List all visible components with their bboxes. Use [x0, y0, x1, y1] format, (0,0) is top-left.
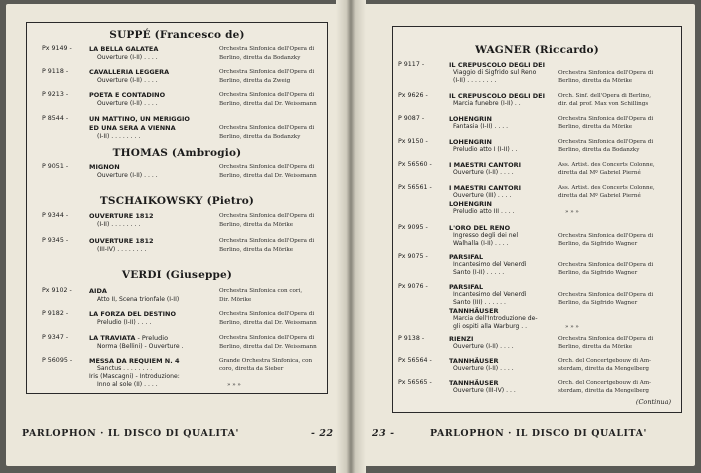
performer-line: Orch. del Concertgebouw di Am- [558, 358, 652, 364]
performer-line: Berlino, diretta da Mörike [558, 344, 633, 350]
work-title-extra: - Preludio [135, 334, 169, 342]
catalog-number: P 56095 - [42, 357, 73, 364]
work-title: LA FORZA DEL DESTINO [89, 310, 176, 318]
performer-line: Berlino, da Sigfrido Wagner [558, 241, 638, 247]
catalog-number: P 8544 - [42, 115, 69, 122]
work-title: LOHENGRIN [449, 200, 492, 208]
work-detail: Incantesimo del Venerdì [453, 291, 527, 298]
performer-line: Berlino, diretta dal Dr. Weissmann [219, 101, 317, 107]
work-detail: Ouverture (I-II) . . . . [97, 77, 158, 84]
performer-line: sterdam, diretta da Mengelberg [558, 388, 650, 394]
work-detail: Walhalla (I-II) . . . . [453, 240, 509, 247]
page-number: 23 - [372, 428, 395, 439]
performer-line: dir. dal prof. Max von Schillings [558, 101, 649, 107]
work-detail: Preludio atto I (I-II) . . [453, 146, 518, 153]
catalog-number: P 9347 - [42, 334, 69, 341]
work-detail: Atto II, Scena trionfale (I-II) [97, 296, 180, 303]
composer-heading: WAGNER (Riccardo) [475, 44, 599, 56]
composer-heading: VERDI (Giuseppe) [121, 269, 233, 281]
performer-line: Dir. Mörike [219, 297, 252, 303]
left-page [6, 4, 344, 466]
performer-line: Orchestra Sinfonica dell'Opera di [219, 238, 315, 244]
performer-line: Berlino, da Sigfrido Wagner [558, 300, 638, 306]
work-detail: Ouverture (I-II) . . . . [453, 365, 514, 372]
catalog-number: Px 9095 - [398, 224, 428, 231]
catalog-number: P 9118 - [42, 68, 69, 75]
right-catalog-frame [392, 26, 682, 413]
catalog-number: Px 9626 - [398, 92, 428, 99]
work-detail: Ouverture (I-II) . . . . [97, 172, 158, 179]
work-detail: (I-II) . . . . . . . . [97, 221, 141, 228]
performer-line: Orch. del Concertgebouw di Am- [558, 380, 652, 386]
work-title: PARSIFAL [449, 283, 484, 291]
work-title: I MAESTRI CANTORI [449, 184, 522, 192]
catalog-number: P 9087 - [398, 115, 425, 122]
work-detail: Santo (I-II) . . . . . [453, 269, 505, 276]
work-detail: Ouverture (I-II) . . . . [97, 100, 158, 107]
catalog-number: Px 56564 - [398, 357, 432, 364]
performer-line: Berlino, da Sigfrido Wagner [558, 270, 638, 276]
catalog-number: Px 56560 - [398, 161, 432, 168]
performer-line: Orchestra Sinfonica dell'Opera di [219, 164, 315, 170]
work-detail: Ouverture (III) . . . . [453, 192, 512, 199]
work-detail: Ingresso degli dei nel [453, 232, 519, 239]
work-title-text: LA TRAVIATA [89, 334, 136, 342]
performer-line: Ass. Artist. des Concerts Colonne, [558, 162, 655, 168]
performer-line: Berlino, diretta da Bodanzky [219, 134, 301, 140]
catalog-number: Px 9102 - [42, 287, 72, 294]
performer-line: Orchestra Sinfonica dell'Opera di [219, 335, 315, 341]
work-title: PARSIFAL [449, 253, 484, 261]
work-title: IL CREPUSCOLO DEGLI DEI [449, 61, 546, 69]
composer-heading: THOMAS (Ambrogio) [112, 147, 242, 159]
page-footer-brand: PARLOPHON · IL DISCO DI QUALITA' [430, 428, 647, 439]
continued-note: (Continua) [635, 398, 671, 406]
performer-line: Orchestra Sinfonica dell'Opera di [219, 311, 315, 317]
work-detail: Marcia funebre (I-II) . . [453, 100, 521, 107]
performer-line: Orchestra Sinfonica dell'Opera di [558, 336, 654, 342]
performer-line: Orchestra Sinfonica dell'Opera di [558, 262, 654, 268]
work-detail: Preludio atto III . . . . [453, 208, 515, 215]
work-detail: Fantasia (I-II) . . . . [453, 123, 509, 130]
work-title: L'ORO DEL RENO [449, 224, 511, 232]
work-detail: (III-IV) . . . . . . . . [97, 246, 147, 253]
performer-line: Orchestra Sinfonica dell'Opera di [219, 125, 315, 131]
work-title: LOHENGRIN [449, 138, 492, 146]
catalog-number: P 9117 - [398, 61, 425, 68]
performer-line: Ass. Artist. des Concerts Colonne, [558, 185, 655, 191]
work-detail: (I-II) . . . . . . . . [97, 133, 141, 140]
performer-line: Orchestra Sinfonica dell'Opera di [219, 213, 315, 219]
work-title: RIENZI [449, 335, 474, 343]
work-title: OUVERTURE 1812 [89, 237, 154, 245]
performer-line: Berlino, diretta da Mörike [219, 247, 294, 253]
performer-line: Orchestra Sinfonica dell'Opera di [558, 116, 654, 122]
work-detail: Viaggio di Sigfrido sul Reno [453, 69, 537, 76]
work-detail: Incantesimo del Venerdì [453, 261, 527, 268]
work-detail: Sanctus . . . . . . . . [97, 365, 153, 372]
performer-line: Orch. Sinf. dell'Opera di Berlino, [558, 93, 652, 99]
ditto-marks: » » » [565, 209, 579, 215]
work-title: LOHENGRIN [449, 115, 492, 123]
work-title: TANNHÄUSER [449, 357, 499, 365]
performer-line: Grande Orchestra Sinfonica, con [219, 358, 313, 364]
performer-line: Berlino, diretta da Bodanzky [219, 55, 301, 61]
catalog-number: Px 9076 - [398, 283, 428, 290]
catalog-number: P 9345 - [42, 237, 69, 244]
work-detail: Norma (Bellini) - Ouverture . [97, 343, 184, 350]
performer-line: diretta dal Mº Gabriel Pierné [558, 193, 641, 199]
performer-line: Berlino, diretta dal Dr. Weissmann [219, 344, 317, 350]
catalog-number: P 9051 - [42, 163, 69, 170]
catalog-number: Px 9150 - [398, 138, 428, 145]
catalog-number: P 9213 - [42, 91, 69, 98]
performer-line: Orchestra Sinfonica dell'Opera di [558, 233, 654, 239]
left-catalog-frame [26, 22, 328, 394]
performer-line: Berlino, diretta da Mörike [219, 222, 294, 228]
work-detail: Iris (Mascagni) - Introduzione: [89, 373, 180, 380]
work-detail: gli ospiti alla Warburg . . [453, 323, 528, 330]
catalog-number: Px 56561 - [398, 184, 432, 191]
work-title: TANNHÄUSER [449, 307, 499, 315]
performer-line: Orchestra Sinfonica dell'Opera di [558, 292, 654, 298]
catalog-number: Px 56565 - [398, 379, 432, 386]
work-title: CAVALLERIA LEGGERA [89, 68, 170, 76]
work-title: TANNHÄUSER [449, 379, 499, 387]
performer-line: Orchestra Sinfonica dell'Opera di [558, 70, 654, 76]
performer-line: Berlino, diretta dal Dr. Weissmann [219, 320, 317, 326]
work-title: LA BELLA GALATEA [89, 45, 159, 53]
work-detail: (I-II) . . . . . . . . [453, 77, 497, 84]
work-title: AIDA [89, 287, 107, 295]
catalog-number: P 9344 - [42, 212, 69, 219]
catalog-number: Px 9075 - [398, 253, 428, 260]
work-title: MIGNON [89, 163, 120, 171]
work-title: IL CREPUSCOLO DEGLI DEI [449, 92, 546, 100]
performer-line: coro, diretta da Sieber [219, 366, 284, 372]
work-title [89, 334, 168, 342]
work-title: OUVERTURE 1812 [89, 212, 154, 220]
performer-line: Berlino, diretta da Mörike [558, 78, 633, 84]
work-title-line2: ED UNA SERA A VIENNA [89, 124, 176, 132]
performer-line: Berlino, diretta da Mörike [558, 124, 633, 130]
right-page [352, 4, 695, 466]
performer-line: Orchestra Sinfonica con cori, [219, 288, 303, 294]
work-title: I MAESTRI CANTORI [449, 161, 522, 169]
work-detail: Ouverture (I-II) . . . . [453, 169, 514, 176]
performer-line: Berlino, diretta da Zweig [219, 78, 291, 84]
page-footer-brand: PARLOPHON · IL DISCO DI QUALITA' [22, 428, 239, 439]
work-title: MESSA DA REQUIEM N. 4 [89, 357, 180, 365]
work-detail: Santo (III) . . . . . . [453, 299, 506, 306]
performer-line: Orchestra Sinfonica dell'Opera di [558, 139, 654, 145]
performer-line: Orchestra Sinfonica dell'Opera di [219, 69, 315, 75]
work-detail: Marcia dell'Introduzione de- [453, 315, 538, 322]
work-detail: Ouverture (III-IV) . . . [453, 387, 516, 394]
performer-line: sterdam, diretta da Mengelberg [558, 366, 650, 372]
performer-line: Orchestra Sinfonica dell'Opera di [219, 46, 315, 52]
work-detail: Inno al sole (II) . . . . [97, 381, 158, 388]
work-detail: Ouverture (I-II) . . . . [97, 54, 158, 61]
performer-line: Orchestra Sinfonica dell'Opera di [219, 92, 315, 98]
work-detail: Ouverture (I-II) . . . . [453, 343, 514, 350]
catalog-number: P 9182 - [42, 310, 69, 317]
ditto-marks: » » » [565, 324, 579, 330]
page-number: - 22 [311, 428, 334, 439]
catalog-number: P 9138 - [398, 335, 425, 342]
work-title: POETA E CONTADINO [89, 91, 166, 99]
performer-line: Berlino, diretta da Bodanzky [558, 147, 640, 153]
ditto-marks: » » » [227, 382, 241, 388]
composer-heading: TSCHAIKOWSKY (Pietro) [99, 195, 255, 207]
performer-line: diretta dal Mº Gabriel Pierné [558, 170, 641, 176]
catalog-number: Px 9149 - [42, 45, 72, 52]
book-gutter [336, 0, 366, 473]
work-title: UN MATTINO, UN MERIGGIO [89, 115, 190, 123]
performer-line: Berlino, diretta dal Dr. Weissmann [219, 173, 317, 179]
composer-heading: SUPPÉ (Francesco de) [109, 29, 245, 41]
work-detail: Preludio (I-II) . . . . [97, 319, 152, 326]
